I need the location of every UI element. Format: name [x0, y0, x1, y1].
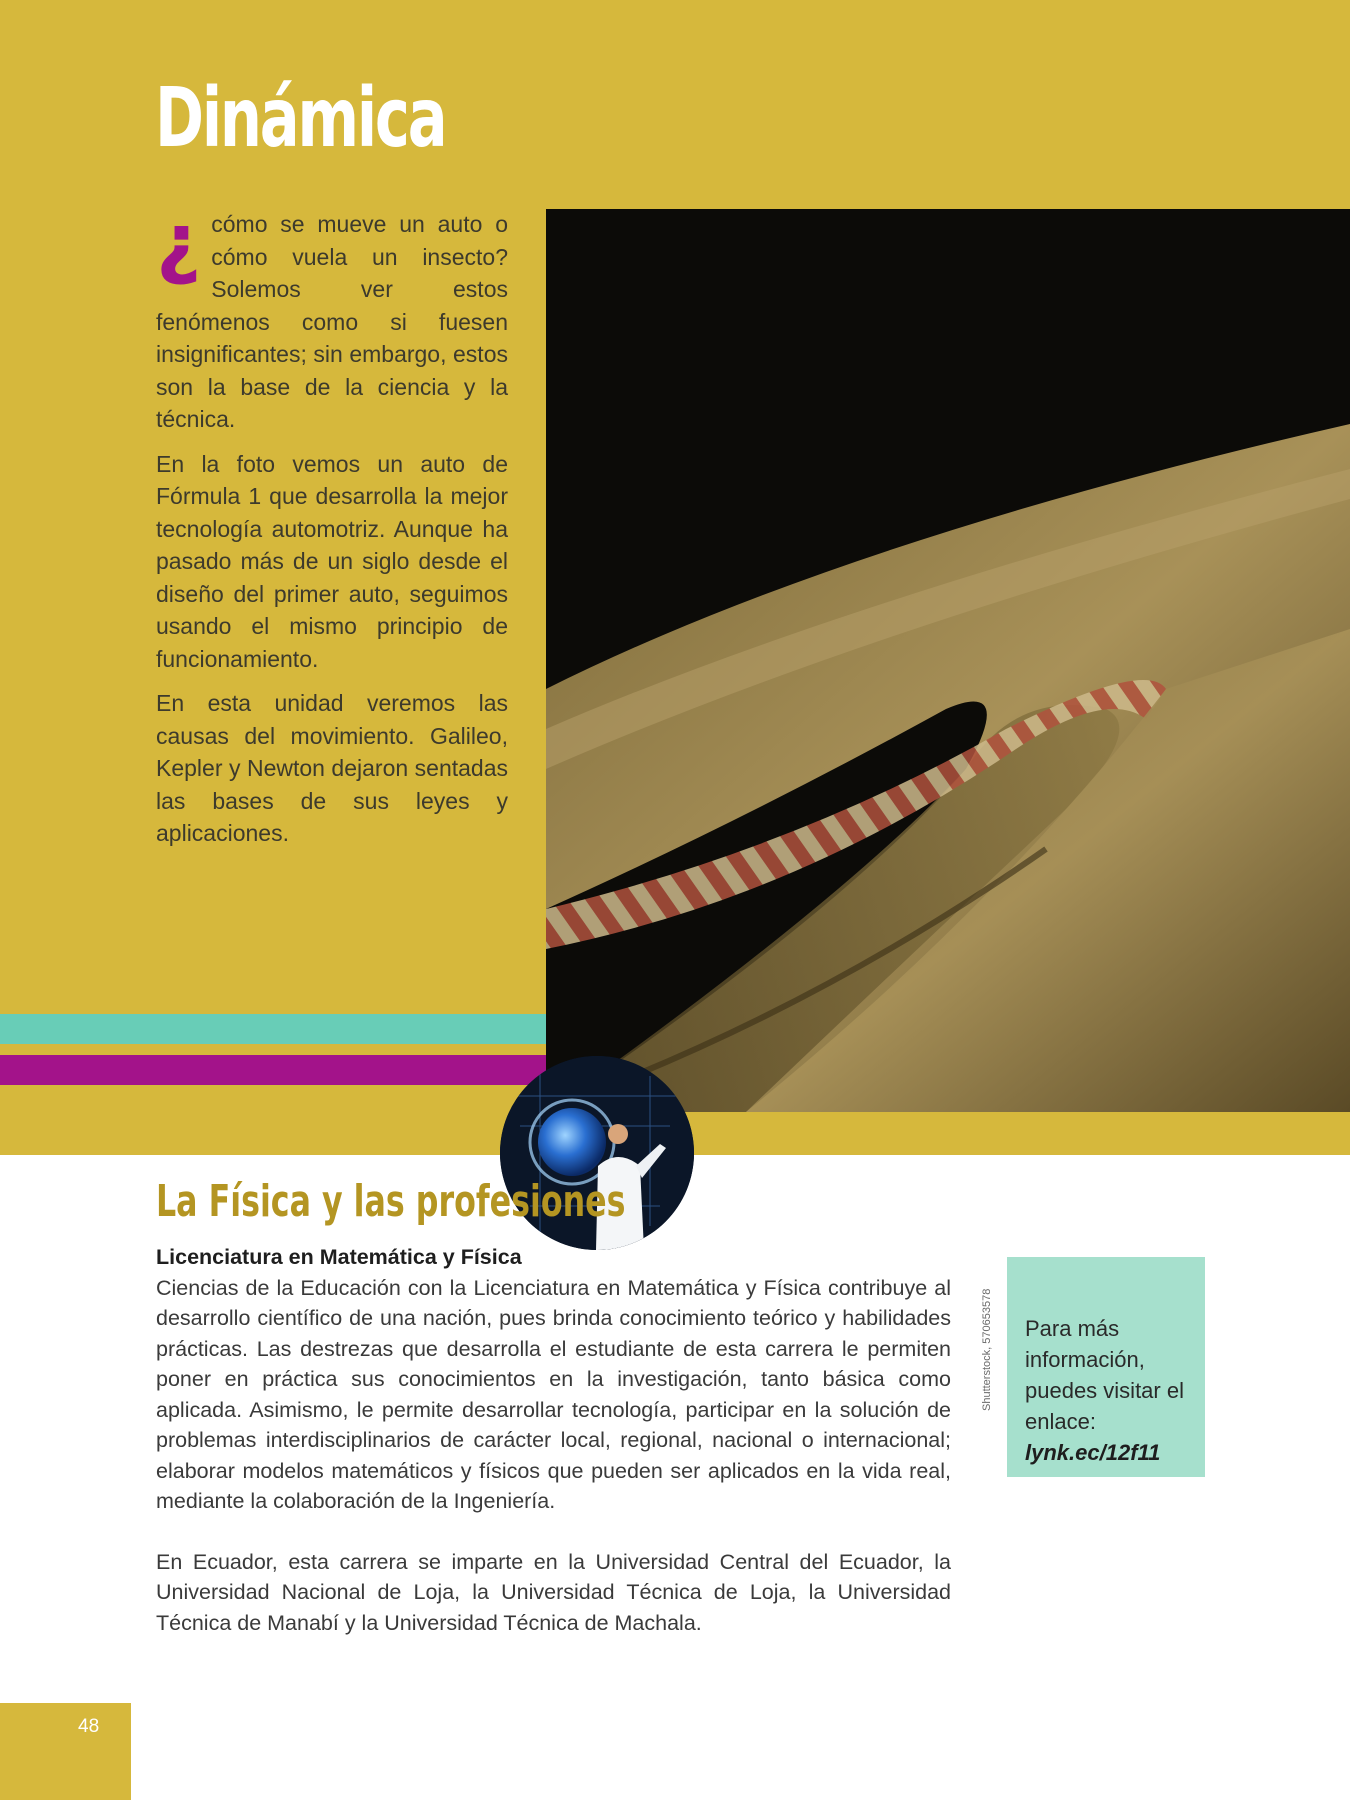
career-paragraph-2: En Ecuador, esta carrera se imparte en la Universidad Central del Ecuador, la Universidad Nacional de Loja, la Universidad Técnica de Loja, la Universidad Técnica de Manabí y la Universidad Técnica de Machala. — [156, 1549, 951, 1635]
page-number: 48 — [78, 1716, 100, 1737]
career-subtitle: Licenciatura en Matemática y Física — [156, 1245, 522, 1269]
intro-paragraph-1 — [156, 198, 508, 436]
intro-paragraph-3: En esta unidad veremos las causas del movimiento. Galileo, Kepler y Newton dejaron sentadas las bases de sus leyes y aplicaciones. — [156, 690, 508, 846]
page-number-tab — [0, 1703, 131, 1800]
info-box-text-wrapper — [1025, 1313, 1197, 1468]
career-description — [156, 1242, 951, 1638]
info-box-link[interactable]: lynk.ec/12f11 — [1025, 1440, 1161, 1465]
info-box-text: Para más información, puedes visitar el enlace: — [1025, 1316, 1184, 1434]
intro-paragraph-1-text: cómo se mueve un auto o cómo vuela un insecto? Solemos ver estos fenómenos como si fuesen insignificantes; sin embargo, estos son la base de la ciencia y la técnica. — [156, 211, 508, 432]
career-paragraph-1: Ciencias de la Educación con la Licenciatura en Matemática y Física contribuye al desarrollo científico de una nación, pues brinda conocimiento teórico y habilidades prácticas. Las destrezas que desarrolla el estudiante de esta carrera le permiten poner en práctica sus conocimientos en la investigación, tanto básica como aplicada. Asimismo, le permite desarrollar tecnología, participar en la solución de problemas interdisciplinarios de carácter local, regional, nacional o internacional; elaborar modelos matemáticos y físicos que pueden ser aplicados en la vida real, mediante la colaboración de la Ingeniería. — [156, 1275, 951, 1513]
intro-paragraph-2: En la foto vemos un auto de Fórmula 1 que desarrolla la mejor tecnología automotriz. Aunque ha pasado más de un siglo desde el diseño del primer auto, seguimos usando el mismo principio de funcionamiento. — [156, 450, 508, 672]
info-box — [1007, 1257, 1205, 1477]
page-title: Dinámica — [155, 71, 446, 166]
magenta-stripe — [0, 1055, 546, 1085]
intro-text — [156, 198, 508, 862]
drop-question-mark: ¿ — [156, 198, 202, 288]
race-track-photo — [546, 209, 1350, 1112]
teal-stripe — [0, 1014, 546, 1044]
photo-credit: Shutterstock, 570653578 — [981, 1288, 993, 1411]
section-title: La Física y las profesiones — [156, 1176, 626, 1227]
